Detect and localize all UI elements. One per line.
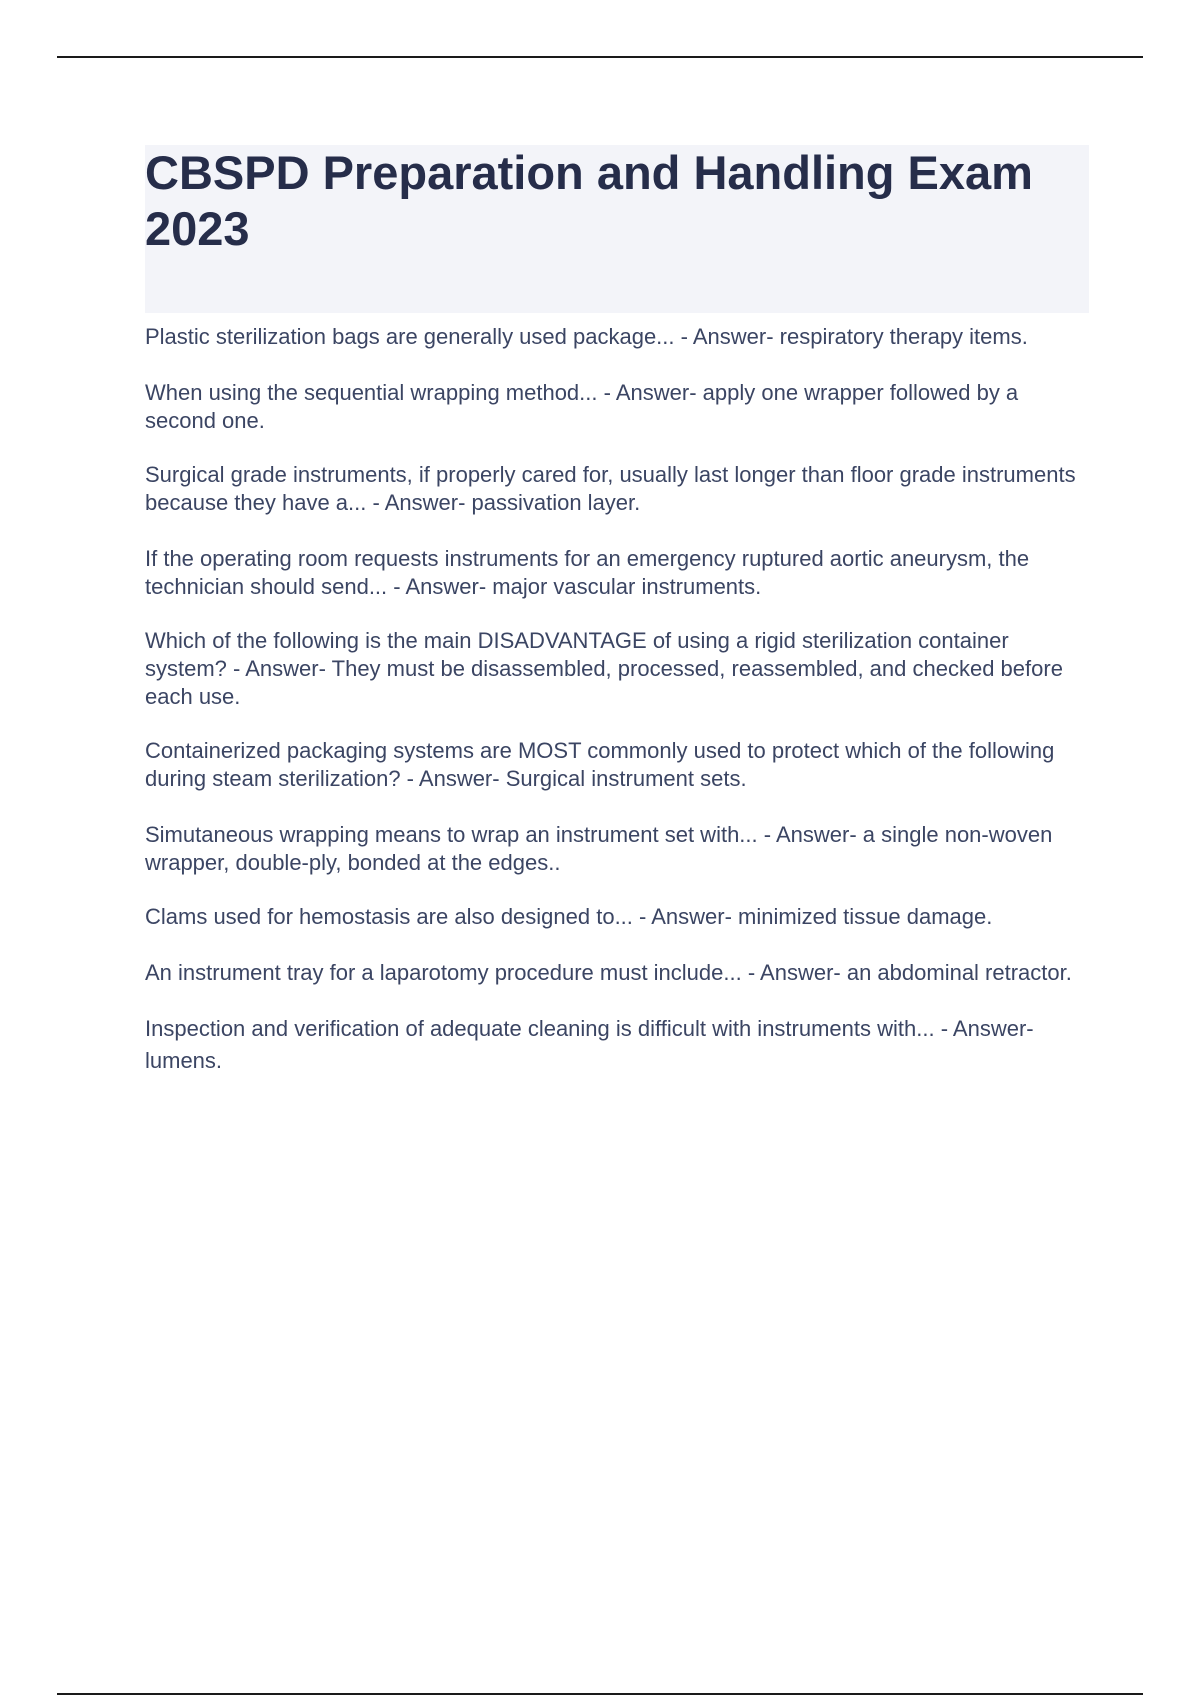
qa-item: Inspection and verification of adequate cleaning is difficult with instruments with... - Answer- lumens.: [145, 1016, 1034, 1073]
document-title: CBSPD Preparation and Handling Exam 2023: [145, 146, 1033, 255]
qa-item: Surgical grade instruments, if properly cared for, usually last longer than floor grade instruments because they have a... - Answer- passivation layer.: [145, 462, 1076, 515]
document-body: [145, 145, 1089, 1077]
qa-item: Plastic sterilization bags are generally used package... - Answer- respiratory therapy items.: [145, 324, 1028, 349]
qa-item: Which of the following is the main DISADVANTAGE of using a rigid sterilization container system? - Answer- They must be disassembled, processed, reassembled, and checked before each use.: [145, 628, 1063, 709]
qa-list: [145, 323, 1089, 1077]
qa-item: If the operating room requests instruments for an emergency ruptured aortic aneurysm, the technician should send... - Answer- major vascular instruments.: [145, 546, 1030, 599]
qa-item: Simutaneous wrapping means to wrap an instrument set with... - Answer- a single non-woven wrapper, double-ply, bonded at the edges..: [145, 822, 1053, 875]
qa-item: When using the sequential wrapping method... - Answer- apply one wrapper followed by a second one.: [145, 380, 1019, 433]
title-block: [145, 145, 1089, 313]
qa-item: An instrument tray for a laparotomy procedure must include... - Answer- an abdominal retractor.: [145, 960, 1072, 985]
bottom-rule: [57, 1693, 1143, 1695]
qa-item: Clams used for hemostasis are also designed to... - Answer- minimized tissue damage.: [145, 904, 993, 929]
top-rule: [57, 56, 1143, 58]
qa-item: Containerized packaging systems are MOST commonly used to protect which of the following during steam sterilization? - Answer- Surgical instrument sets.: [145, 738, 1055, 791]
